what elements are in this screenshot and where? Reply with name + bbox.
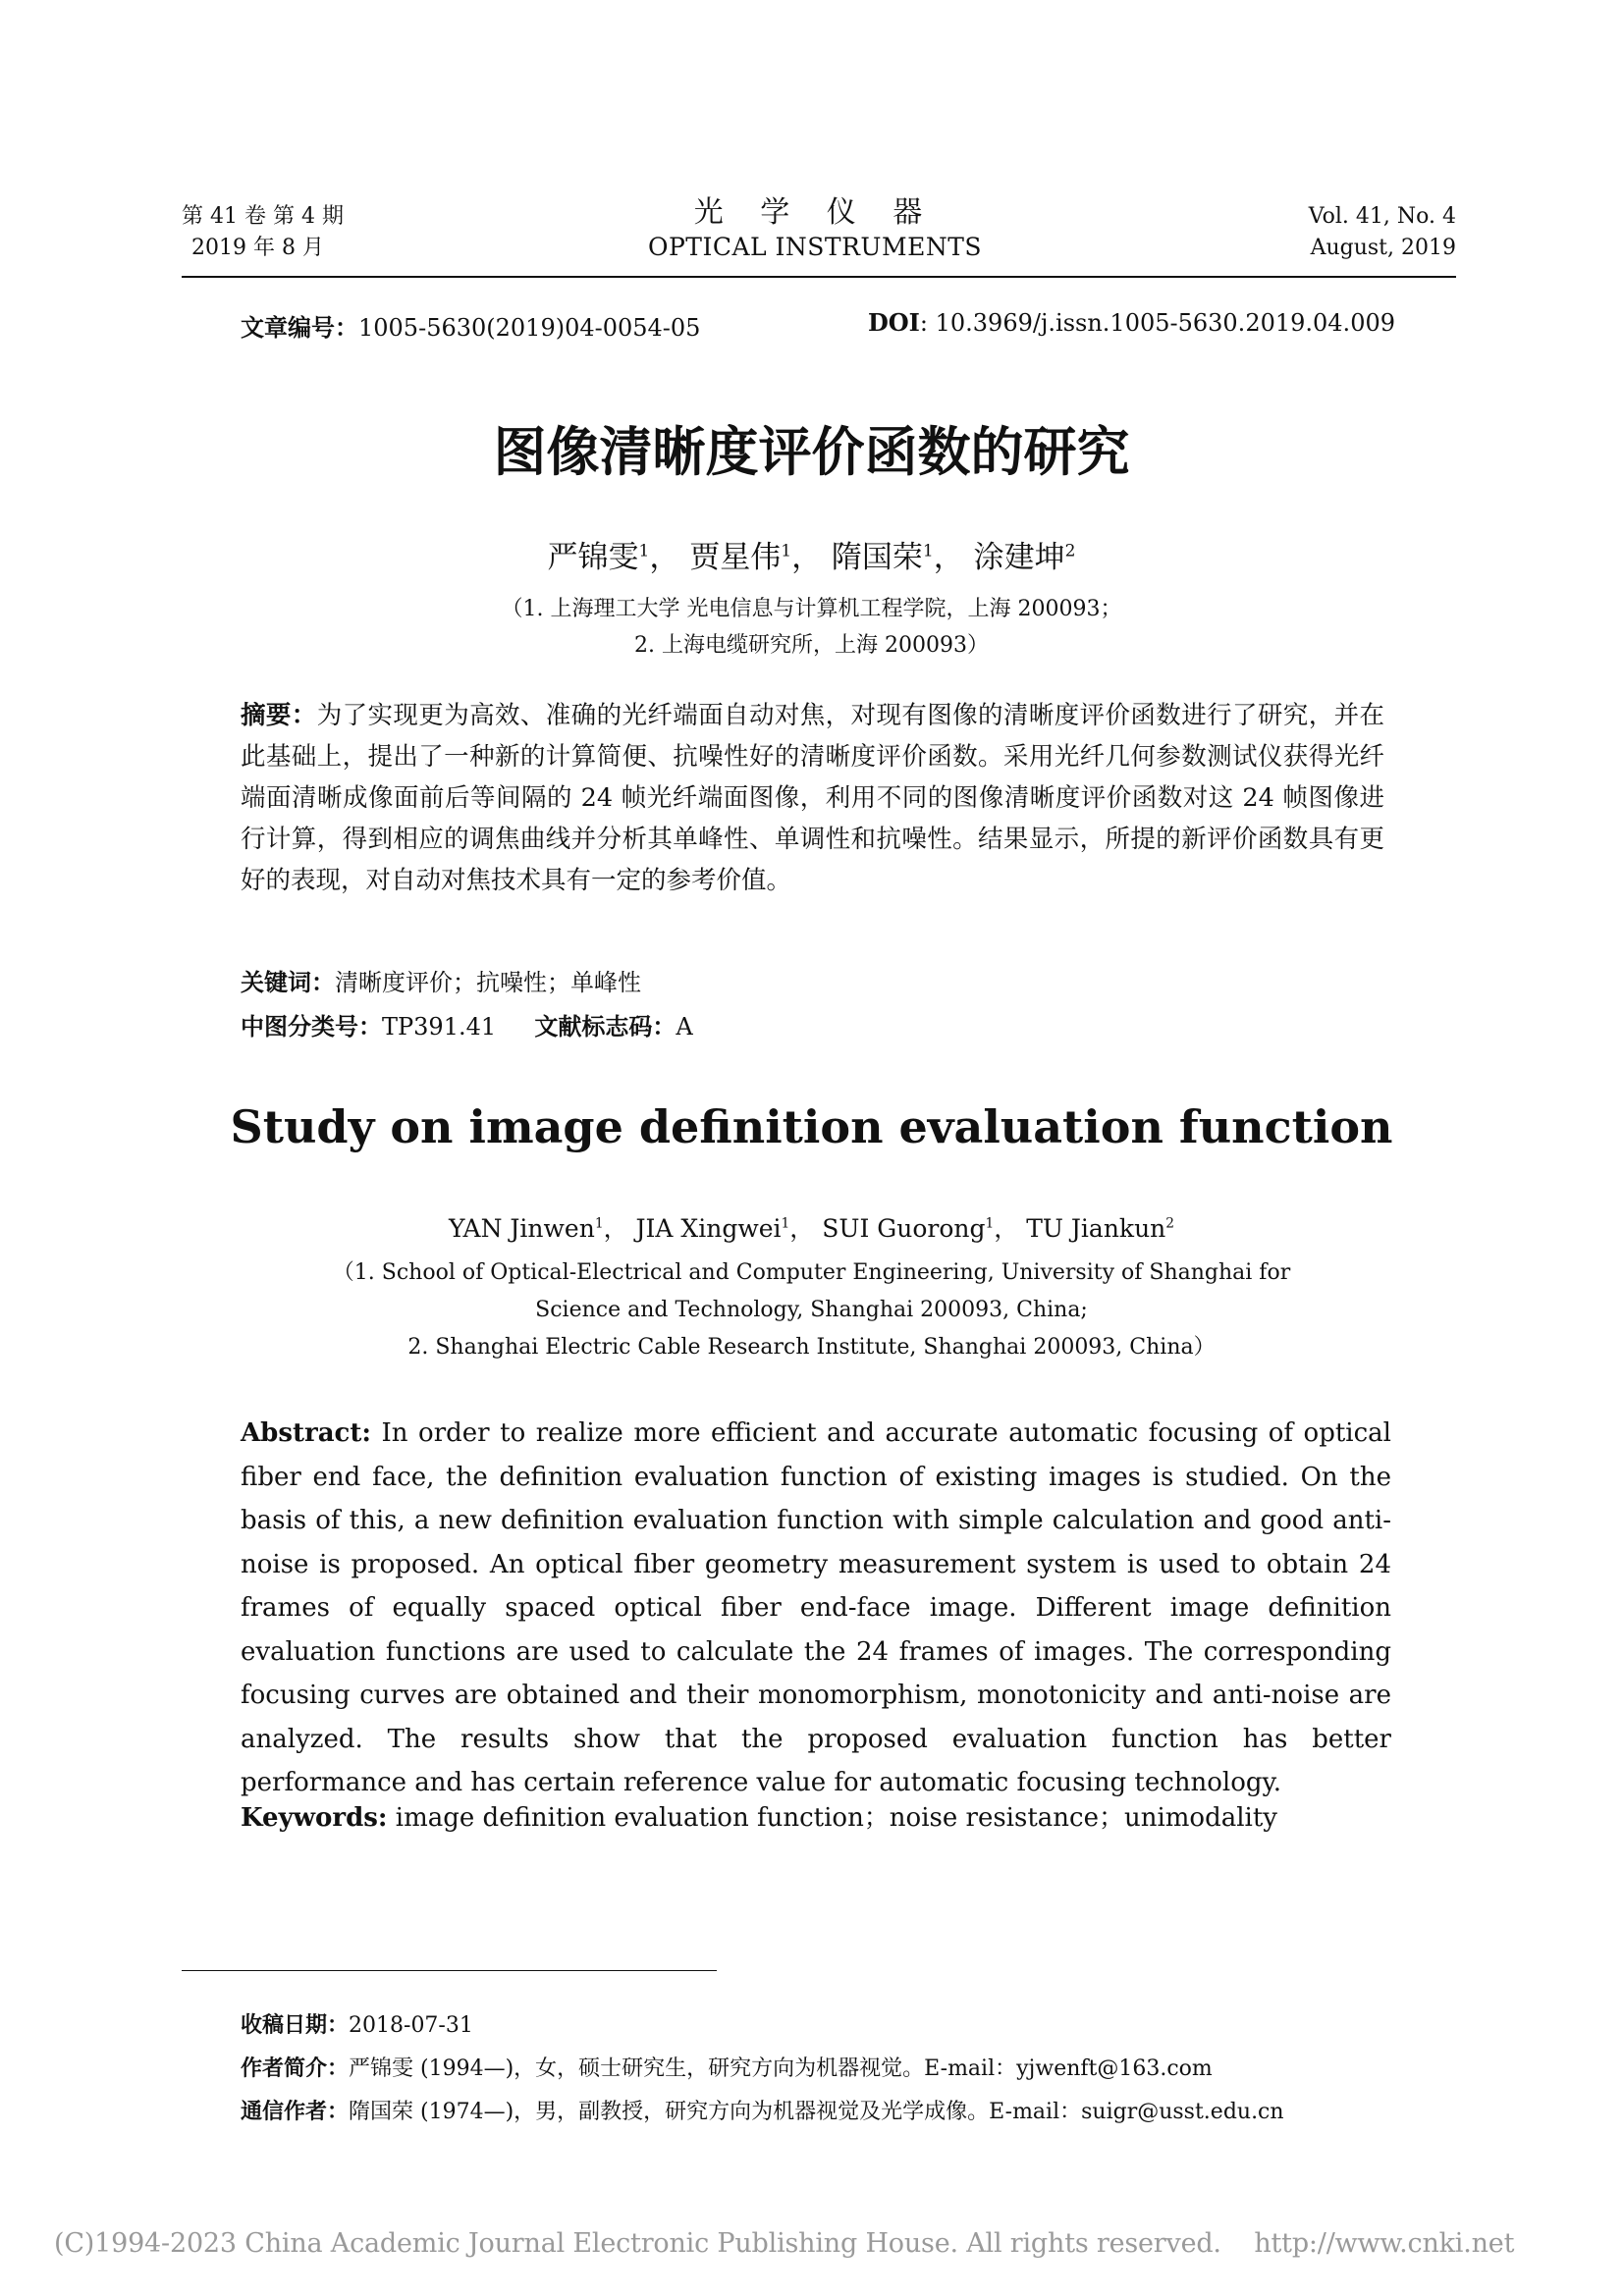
article-number xyxy=(241,308,700,343)
article-number-value: 1005-5630(2019)04-0054-05 xyxy=(358,314,701,342)
footnote-corresponding: 通信作者：隋国荣 (1974—)，男，副教授，研究方向为机器视觉及光学成像。E-mail：suigr@usst.edu.cn xyxy=(241,2100,1284,2124)
journal-name-cn: 光 学 仪 器 xyxy=(693,195,937,230)
abstract-cn-text: 为了实现更为高效、准确的光纤端面自动对焦，对现有图像的清晰度评价函数进行了研究，并在此基础上，提出了一种新的计算简便、抗噪性好的清晰度评价函数。采用光纤几何参数测试仪获得光纤端面清晰成像面前后等间隔的 24 帧光纤端面图像，利用不同的图像清晰度评价函数对这 24 帧图像进行计算，得到相应的调焦曲线并分析其单峰性、单调性和抗噪性。结果显示，所提的新评价函数具有更好的表现，对自动对焦技术具有一定的参考价值。 xyxy=(241,701,1384,895)
author-en: YAN Jinwen$^1$， xyxy=(448,1214,628,1243)
author-cn: 隋国荣$^1$， xyxy=(831,540,964,575)
author-cn: 严锦雯$^1$， xyxy=(547,540,680,575)
clc-label: 中图分类号： xyxy=(241,1013,382,1041)
header-journal-block xyxy=(589,194,1041,263)
header-volume-en-block xyxy=(1309,201,1456,264)
author-cn: 贾星伟$^1$， xyxy=(689,540,823,575)
abstract-cn xyxy=(241,695,1384,901)
doc-code-label: 文献标志码： xyxy=(534,1013,676,1041)
affiliations-en xyxy=(0,1255,1623,1366)
affiliations-cn xyxy=(0,591,1623,664)
authors-en xyxy=(0,1209,1623,1245)
title-cn: 图像清晰度评价函数的研究 xyxy=(493,421,1130,483)
header-rule xyxy=(182,276,1456,278)
abstract-en-text: In order to realize more efficient and accurate automatic focusing of optical fiber end face, the definition evaluation function of existing images is studied. On the basis of this, a new definition evaluation function with simple calculation and good anti-noise is proposed. An optical fiber geometry measurement system is used to obtain 24 frames of equally spaced optical fiber end-face image. Different image definition evaluation functions are used to calculate the 24 frames of images. The corresponding focusing curves are obtained and their monomorphism, monotonicity and anti-noise are analyzed. The results show that the proposed evaluation function has better performance and has certain reference value for automatic focusing technology. xyxy=(241,1418,1391,1797)
affiliation-cn-line: （1. 上海理工大学 光电信息与计算机工程学院，上海 200093； xyxy=(501,597,1122,621)
keywords-cn xyxy=(241,963,641,997)
affiliation-en-line: （1. School of Optical-Electrical and Computer Engineering, University of Shanghai for xyxy=(332,1260,1291,1285)
doc-code-value: A xyxy=(676,1013,693,1041)
keywords-en-label: Keywords: xyxy=(241,1803,388,1833)
article-number-label: 文章编号： xyxy=(241,314,358,342)
journal-name-en: OPTICAL INSTRUMENTS xyxy=(647,233,983,261)
title-en: Study on image definition evaluation function xyxy=(230,1100,1393,1153)
doi-value: : 10.3969/j.issn.1005-5630.2019.04.009 xyxy=(919,309,1395,337)
clc-value: TP391.41 xyxy=(382,1013,497,1041)
author-en: JIA Xingwei$^1$， xyxy=(635,1214,815,1243)
doi xyxy=(868,308,1395,337)
affiliation-en-line: Science and Technology, Shanghai 200093, China; xyxy=(535,1298,1088,1322)
copyright-notice: (C)1994-2023 China Academic Journal Electronic Publishing House. All rights reserved. http://www.cnki.net xyxy=(54,2228,1515,2259)
keywords-cn-text: 清晰度评价；抗噪性；单峰性 xyxy=(335,969,641,996)
classification xyxy=(241,1007,693,1041)
keywords-cn-label: 关键词： xyxy=(241,969,335,996)
keywords-en-text: image definition evaluation function；noise resistance；unimodality xyxy=(395,1803,1277,1833)
doi-label: DOI xyxy=(867,308,920,337)
footnote-received: 收稿日期：2018-07-31 xyxy=(241,2013,473,2038)
author-en: SUI Guorong$^1$， xyxy=(822,1214,1019,1243)
author-cn: 涂建坤$^2$ xyxy=(973,540,1076,575)
abstract-en-label: Abstract: xyxy=(241,1418,371,1448)
footnote-rule xyxy=(182,1970,717,1971)
abstract-cn-label: 摘要： xyxy=(241,701,317,730)
header-date-cn: 2019 年 8 月 xyxy=(191,236,324,260)
header-volume-block xyxy=(182,201,344,264)
author-en: TU Jiankun$^2$ xyxy=(1026,1214,1175,1243)
abstract-en xyxy=(241,1412,1391,1805)
header-volume-cn: 第 41 卷 第 4 期 xyxy=(182,204,344,229)
authors-cn xyxy=(0,532,1623,576)
header-volume-en: Vol. 41, No. 4 xyxy=(1308,204,1456,229)
affiliation-cn-line: 2. 上海电缆研究所，上海 200093） xyxy=(634,633,989,658)
footnote-author-bio: 作者简介：严锦雯 (1994—)，女，硕士研究生，研究方向为机器视觉。E-mail：yjwenft@163.com xyxy=(241,2056,1213,2081)
keywords-en xyxy=(241,1797,1277,1834)
header-date-en: August, 2019 xyxy=(1310,236,1456,260)
affiliation-en-line: 2. Shanghai Electric Cable Research Institute, Shanghai 200093, China） xyxy=(407,1335,1216,1360)
